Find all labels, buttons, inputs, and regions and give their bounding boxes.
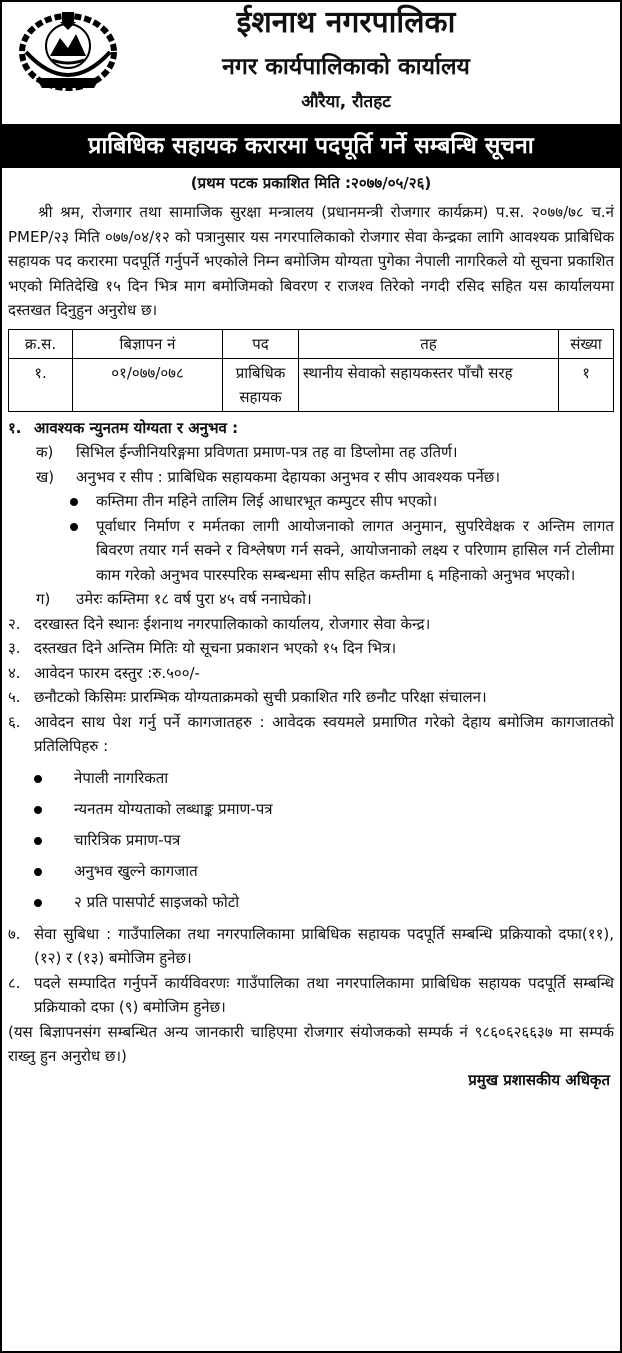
cell-serial: १. [9,358,73,411]
table-header-row [9,329,614,358]
section-number: १. [8,418,22,437]
cell-advertisement-no: ०१/०७७/०७८ [73,358,223,411]
item-marker: ग) [36,590,51,608]
document-name: २ प्रति पासपोर्ट साइजको फोटो [74,892,240,911]
notice-header [8,2,614,124]
bullet-icon [34,775,42,783]
table-row [9,358,614,411]
section-number: ८. [8,973,21,992]
documents-list [8,763,614,918]
bullet-icon [34,837,42,845]
column-header-count: संख्या [559,329,614,358]
list-item [8,440,614,465]
item-marker: ख) [36,467,55,486]
bullet-text: कम्तिमा तीन महिने तालिम लिई आधारभूत कम्पुटर सीप भएको। [96,492,438,510]
section-number: ५. [8,688,21,706]
section-item [8,971,614,1020]
section-text: दस्तखत दिने अन्तिम मितिः यो सूचना प्रकाशन भएको १५ दिन भित्र। [34,639,397,657]
item-text: सिभिल ईन्जीनियरिङ्गमा प्रविणता प्रमाण-पत्र तह वा डिप्लोमा तह उतिर्ण। [76,443,458,461]
notice-title: प्राबिधिक सहायक करारमा पदपूर्ति गर्ने सम्बन्धि सूचना [2,124,620,168]
section-item [8,922,614,971]
document-name: न्यनतम योग्यताको लब्धाङ्क प्रमाण-पत्र [74,799,273,818]
section-text: आवेदन फारम दस्तुर :रु.५००/- [34,663,200,682]
section-heading [8,416,614,441]
section-number: ४. [8,663,21,682]
section-item [8,612,614,637]
bullet-icon [34,899,42,907]
column-header-post: पद [223,329,299,358]
list-item [8,489,614,514]
office-location: औरैया, रौतहट [301,92,391,112]
section-item [8,685,614,710]
section-heading-text: आवश्यक न्युनतम योग्यता र अनुभव : [34,418,239,437]
section-list [8,612,614,759]
bullet-icon [34,868,42,876]
column-header-advertisement-no: बिज्ञापन नं [73,329,223,358]
list-item [8,465,614,490]
section-list-after [8,922,614,1020]
cell-count: १ [559,358,614,411]
list-item [8,825,614,856]
list-item [8,856,614,887]
office-name: नगर कार्यपालिकाको कार्यालय [222,54,470,80]
document-name: चारित्रिक प्रमाण-पत्र [74,830,181,849]
item-text: अनुभव र सीप : प्राबिधिक सहायकमा देहायका अनुभव र सीप आवश्यक पर्नेछ। [76,467,500,486]
bullet-text: पूर्वाधार निर्माण र मर्मतका लागी आयोजनाको लागत अनुमान, सुपरिवेक्षक र अन्तिम लागत बिवरण तयार गर्न सक्ने र विश्लेषण गर्न सक्ने, आयोजनाको लक्ष्य र परिणाम हासिल गर्न टोलीमा काम गरेको अनुभव पारस्परिक सम्बन्धमा सीप सहित कम्तीमा ६ महिनाको अनुभव भएको। [96,516,614,584]
vacancy-table [8,329,614,412]
section-item [8,661,614,686]
cell-post: प्राबिधिक सहायक [223,358,299,411]
list-item [8,514,614,588]
section-number: ३. [8,639,21,657]
section-number: २. [8,614,21,633]
column-header-serial: क्र.स. [9,329,73,358]
item-text: उमेरः कम्तिमा १८ वर्ष पुरा ४५ वर्ष ननाघेको। [76,590,312,608]
list-item [8,794,614,825]
bullet-icon [70,498,78,506]
section-text: दरखास्त दिने स्थानः ईशनाथ नगरपालिकाको कार्यालय, रोजगार सेवा केन्द्र। [34,614,431,633]
section-number: ६. [8,712,21,731]
section-qualifications [8,416,614,612]
list-item [8,587,614,612]
section-text: पदले सम्पादित गर्नुपर्ने कार्यविवरणः गाउँपालिका तथा नगरपालिकामा प्राबिधिक सहायक पदपूर्ति सम्बन्धि प्रक्रियाको दफा (९) बमोजिम हुनेछ। [34,973,614,1016]
document-name: नेपाली नागरिकता [74,768,169,787]
list-item [8,887,614,918]
document-name: अनुभव खुल्ने कागजात [74,861,198,880]
column-header-level: तह [299,329,559,358]
section-text: छनौटको किसिमः प्रारम्भिक योग्यताक्रमको सुची प्रकाशित गरि छनौट परिक्षा संचालन। [34,688,487,706]
section-item [8,636,614,661]
bullet-icon [70,523,78,531]
cell-level: स्थानीय सेवाको सहायकस्तर पाँचौ सरह [299,358,559,411]
publish-date: (प्रथम पटक प्रकाशित मिति :२०७७/०५/२६) [190,174,432,192]
section-text: आवेदन साथ पेश गर्नु पर्ने कागजातहरु : आवेदक स्वयमले प्रमाणित गरेको देहाय बमोजिम कागजातको प्रतिलिपिहरु : [34,712,614,755]
signatory-title: प्रमुख प्रशासकीय अधिकृत [468,1070,610,1089]
section-text: सेवा सुबिधा : गाउँपालिका तथा नगरपालिकामा प्राबिधिक सहायक पदपूर्ति सम्बन्धि प्रक्रियाको दफा(११),(१२) र (१३) बमोजिम हुनेछ। [34,924,614,967]
municipality-name: ईशनाथ नगरपालिका [236,5,456,40]
section-number: ७. [8,924,21,943]
bullet-icon [34,806,42,814]
section-item [8,710,614,759]
item-marker: क) [36,443,54,461]
intro-paragraph: श्री श्रम, रोजगार तथा सामाजिक सुरक्षा मन्त्रालय (प्रधानमन्त्री रोजगार कार्यक्रम) प.स. २०७७/७८ च.नं PMEP/२३ मिति ०७७/०४/१२ को पत्रानुसार यस नगरपालिकाको रोजगार सेवा केन्द्रका लागि आवश्यक प्राबिधिक सहायक पद करारमा पदपूर्ति गर्नुपर्ने भएकोले निम्न बमोजिम योग्यता पुगेका नेपाली नागरिकले यो सूचना प्रकाशित भएको मितिदेखि १५ दिन भित्र माग बमोजिमको बिवरण र राजश्व तिरेको नगदी रसिद सहित यस कार्यालयमा दस्तखत दिनुहुन अनुरोध छ। [8,203,614,319]
list-item [8,763,614,794]
contact-note: (यस बिज्ञापनसंग सम्बन्धित अन्य जानकारी चाहिएमा रोजगार संयोजकको सम्पर्क नं ९८६०६२६६३७ मा सम्पर्क राख्नु हुन अनुरोध छ।) [8,1022,614,1065]
